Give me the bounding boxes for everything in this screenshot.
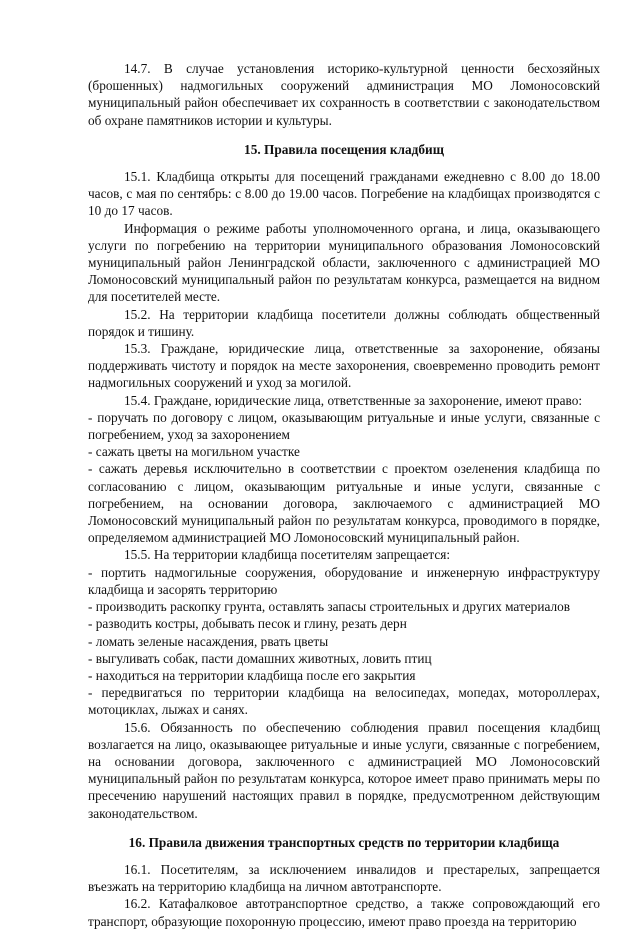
paragraph-14-7: 14.7. В случае установления историко-культурной ценности бесхозяйных (брошенных) надмогильных сооружений администрация МО Ломоносовский муниципальный район обеспечивает их сохранность в соответствии с законодательством об охране памятников истории и культуры.	[88, 61, 600, 128]
list-item-15-4-c: - сажать деревья исключительно в соответствии с проектом озеленения кладбища по согласованию с лицом, оказывающим ритуальные и иные услуги, связанные с погребением, на основании договора, заключаемого с администрацией МО Ломоносовский муниципальный район по результатам конкурса, проводимого в порядке, определяемом администрацией МО Ломоносовский муниципальный район.	[88, 461, 600, 546]
paragraph-15-4: 15.4. Граждане, юридические лица, ответственные за захоронение, имеют право:	[124, 392, 583, 408]
list-item-15-5-d: - ломать зеленые насаждения, рвать цветы	[88, 633, 329, 649]
list-item-15-5-a: - портить надмогильные сооружения, оборудование и инженерную инфраструктуру кладбища и засорять территорию	[88, 564, 600, 597]
paragraph-16-1: 16.1. Посетителям, за исключением инвалидов и престарелых, запрещается въезжать на территорию кладбища на личном автотранспорте.	[88, 861, 600, 895]
paragraph-15-2: 15.2. На территории кладбища посетители должны соблюдать общественный порядок и тишину.	[88, 306, 600, 339]
list-item-15-5-c: - разводить костры, добывать песок и глину, резать дерн	[88, 616, 407, 632]
paragraph-15-1: 15.1. Кладбища открыты для посещений гражданами ежедневно с 8.00 до 18.00 часов, с мая по сентябрь: с 8.00 до 19.00 часов. Погребение на кладбищах производятся с 10 до 17 часов.	[88, 169, 600, 219]
list-item-15-4-a: - поручать по договору с лицом, оказывающим ритуальные и иные услуги, связанные с погребением, уход за захоронением	[88, 409, 600, 443]
paragraph-15-1-info: Информация о режиме работы уполномоченного органа, и лица, оказывающего услуги по погребению на территории муниципального образования Ломоносовский муниципальный район Ленинградской области, заключенного с администрацией МО Ломоносовский муниципальный район по результатам конкурса, размещается на видном для посетителей месте.	[88, 220, 600, 305]
list-item-15-4-b: - сажать цветы на могильном участке	[88, 444, 300, 460]
paragraph-15-5: 15.5. На территории кладбища посетителям запрещается:	[124, 547, 451, 563]
list-item-15-5-g: - передвигаться по территории кладбища на велосипедах, мопедах, мотороллерах, мотоциклах, лыжах и санях.	[88, 685, 600, 718]
document-page	[88, 60, 600, 930]
paragraph-16-2: 16.2. Катафалковое автотранспортное средство, а также сопровождающий его транспорт, образующие похоронную процессию, имеют право проезда на территорию	[88, 896, 600, 929]
paragraph-15-3: 15.3. Граждане, юридические лица, ответственные за захоронение, обязаны поддерживать чистоту и порядок на месте захоронения, своевременно проводить ремонт надмогильных сооружений и уход за могилой.	[88, 341, 600, 391]
heading-section-15: 15. Правила посещения кладбищ	[244, 141, 444, 157]
list-item-15-5-b: - производить раскопку грунта, оставлять запасы строительных и других материалов	[88, 599, 571, 615]
list-item-15-5-e: - выгуливать собак, пасти домашних животных, ловить птиц	[88, 650, 432, 666]
heading-section-16: 16. Правила движения транспортных средств по территории кладбища	[128, 834, 560, 850]
list-item-15-5-f: - находиться на территории кладбища после его закрытия	[88, 667, 416, 683]
paragraph-15-6: 15.6. Обязанность по обеспечению соблюдения правил посещения кладбищ возлагается на лицо, оказывающее ритуальные и иные услуги, связанные с погребением, на основании договора, заключенного с администрацией МО Ломоносовский муниципальный район по результатам конкурса, которое имеет право принимать меры по пресечению нарушений настоящих правил в порядке, предусмотренном действующим законодательством.	[88, 719, 600, 821]
